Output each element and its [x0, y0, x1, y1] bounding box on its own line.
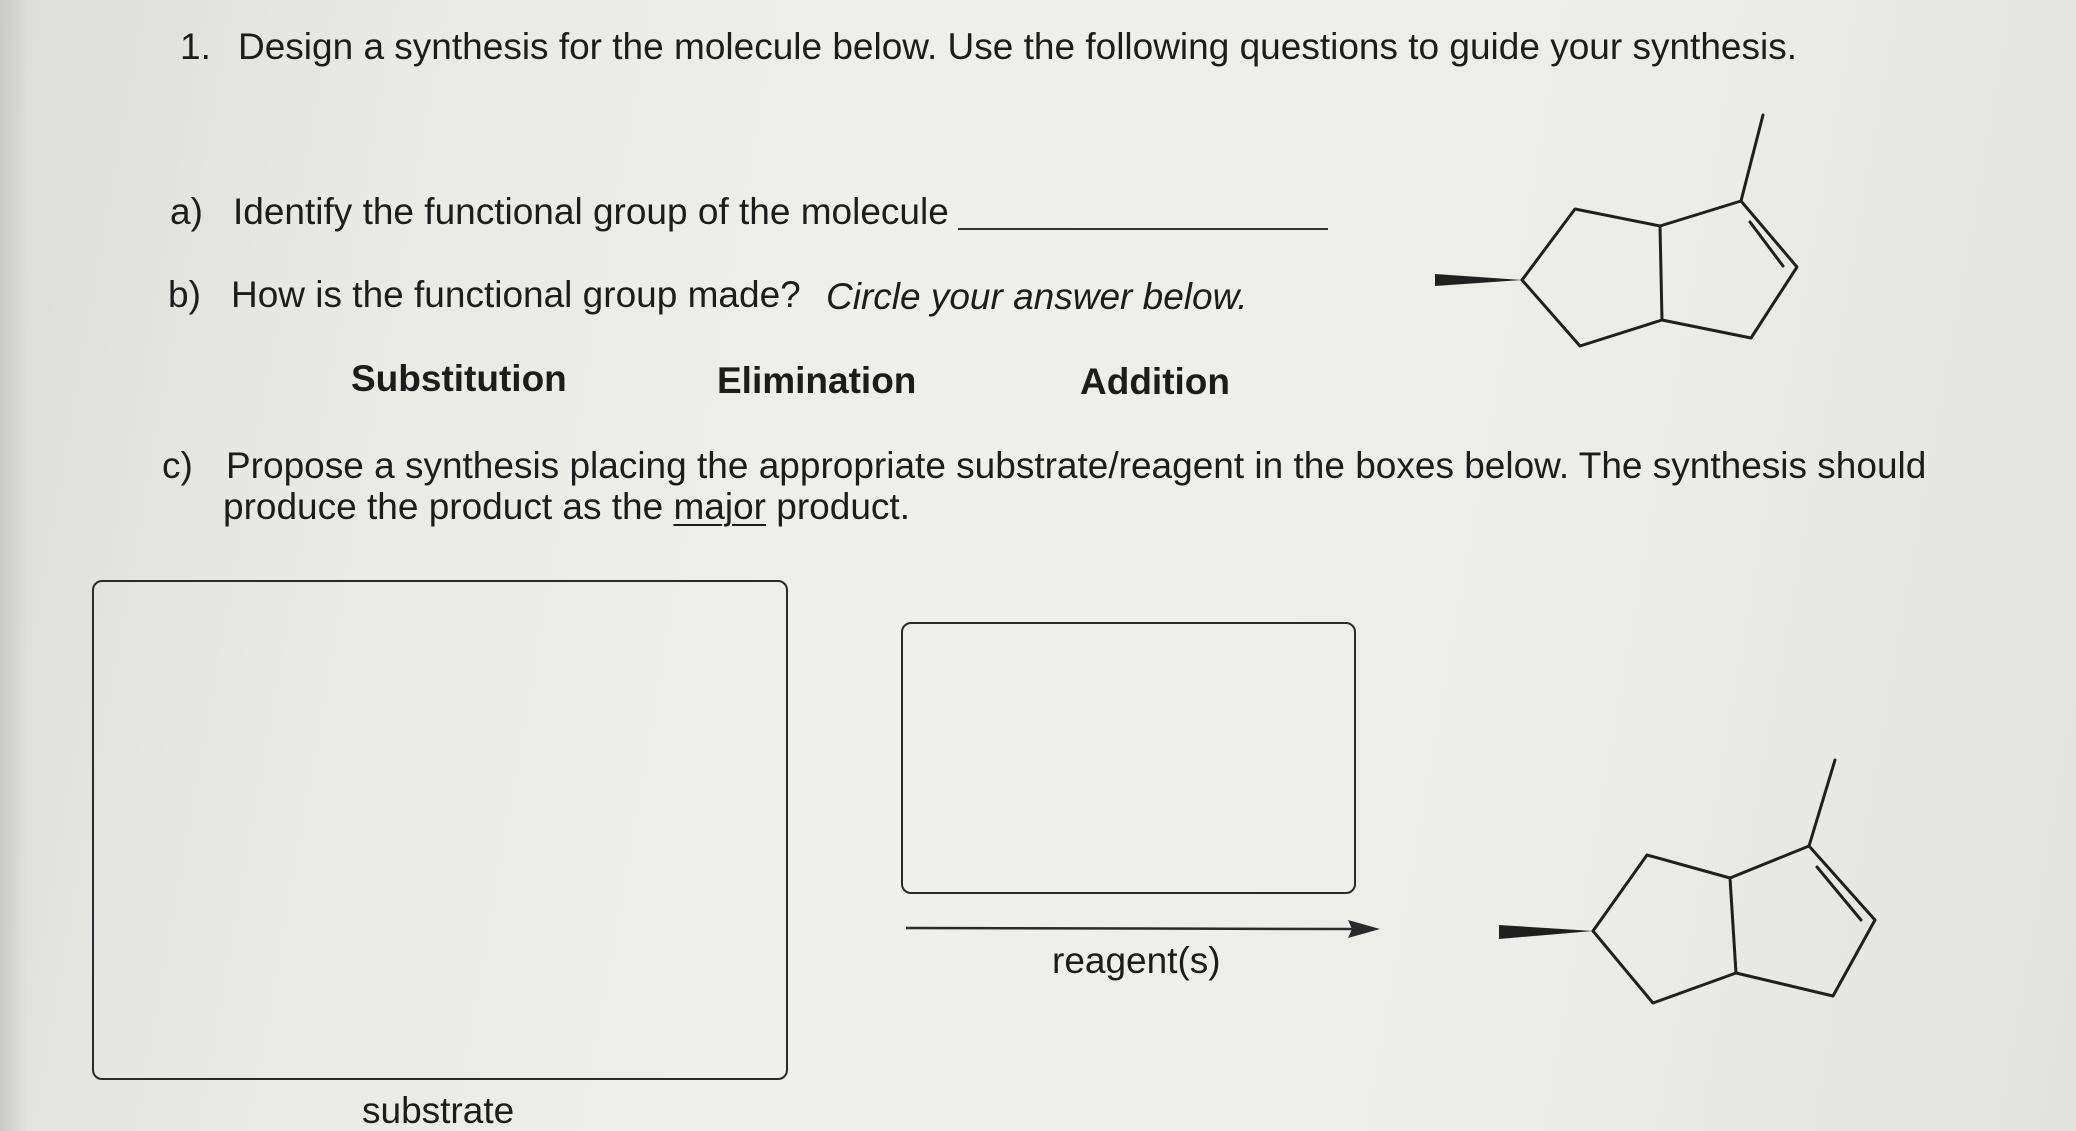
- part-a-label: a): [170, 191, 203, 232]
- question-prompt: Design a synthesis for the molecule below. Use the following questions to guide your synthesis.: [238, 26, 1797, 67]
- option-substitution[interactable]: Substitution: [351, 358, 567, 399]
- question-number: 1.: [180, 26, 211, 67]
- part-c-major-emphasis: major: [673, 486, 766, 527]
- page-edge-shadow: [0, 0, 28, 1131]
- part-b-text: How is the functional group made?: [231, 274, 801, 315]
- part-b-label: b): [168, 274, 201, 315]
- substrate-answer-box[interactable]: [92, 580, 788, 1080]
- part-a-text: Identify the functional group of the molecule: [233, 191, 949, 232]
- reagent-answer-box[interactable]: [901, 622, 1356, 894]
- part-c-label: c): [162, 445, 193, 486]
- part-c-line2-start: produce the product as the: [223, 486, 674, 527]
- part-a-answer-blank[interactable]: [958, 228, 1328, 230]
- option-addition[interactable]: Addition: [1080, 361, 1231, 402]
- target-molecule-structure: [1420, 105, 1820, 365]
- substrate-label: substrate: [362, 1090, 515, 1131]
- part-c-line2: [223, 488, 910, 525]
- option-elimination[interactable]: Elimination: [717, 360, 917, 401]
- part-c-line2-end: product.: [766, 486, 910, 527]
- product-molecule-structure: [1495, 752, 1895, 1022]
- part-c-line1: Propose a synthesis placing the appropriate substrate/reagent in the boxes below. The synthesis should: [226, 445, 1927, 486]
- part-b-instruction: Circle your answer below.: [826, 276, 1248, 317]
- reagent-label: reagent(s): [1052, 940, 1221, 981]
